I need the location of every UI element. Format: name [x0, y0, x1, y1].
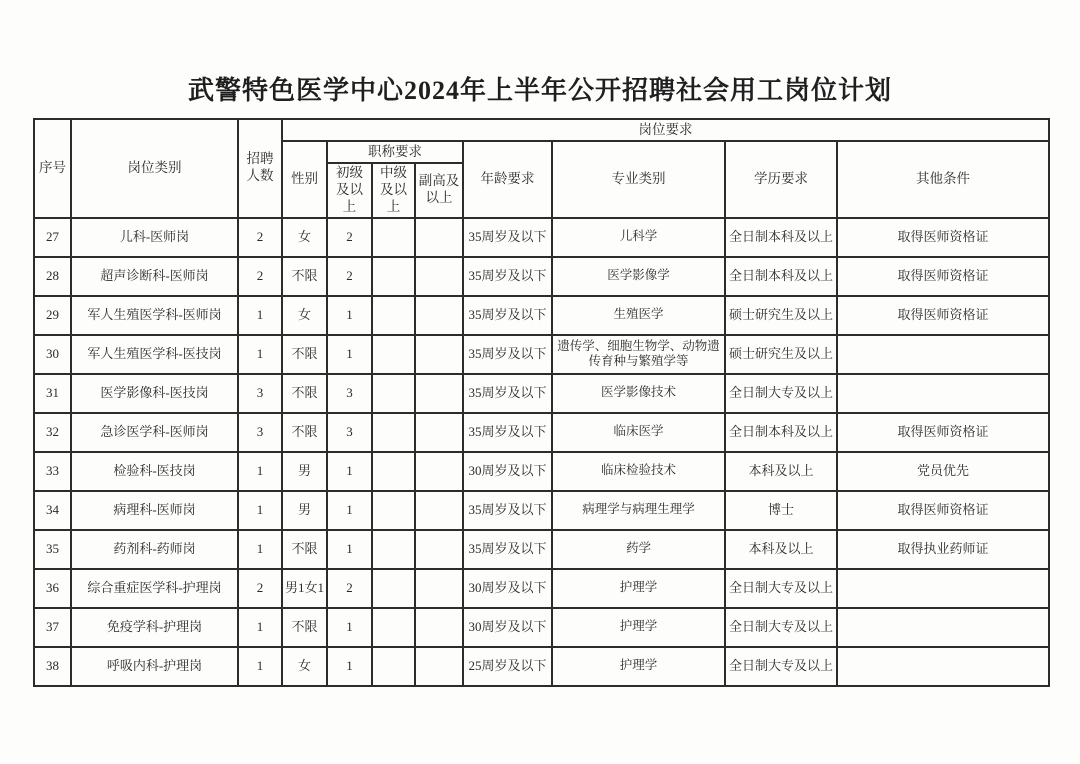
table-header [34, 119, 1049, 218]
col-header-seq: 序号 [34, 119, 71, 218]
cell-other [837, 335, 1049, 374]
cell-category: 病理科-医师岗 [71, 491, 238, 530]
col-header-major: 专业类别 [552, 141, 725, 218]
cell-mid-title [372, 491, 415, 530]
col-header-senior-title: 副高及以上 [415, 163, 463, 218]
cell-seq: 33 [34, 452, 71, 491]
col-header-junior-title: 初级及以上 [327, 163, 372, 218]
cell-gender: 男1女1 [282, 569, 327, 608]
table-row [34, 218, 1049, 257]
col-header-age: 年龄要求 [463, 141, 552, 218]
cell-count: 1 [238, 608, 282, 647]
cell-gender: 不限 [282, 374, 327, 413]
cell-other [837, 374, 1049, 413]
cell-mid-title [372, 413, 415, 452]
cell-mid-title [372, 296, 415, 335]
cell-age: 30周岁及以下 [463, 452, 552, 491]
cell-education: 全日制本科及以上 [725, 413, 837, 452]
col-header-other: 其他条件 [837, 141, 1049, 218]
cell-count: 1 [238, 491, 282, 530]
cell-other [837, 569, 1049, 608]
cell-count: 1 [238, 335, 282, 374]
cell-other [837, 647, 1049, 686]
cell-count: 2 [238, 569, 282, 608]
cell-count: 3 [238, 413, 282, 452]
cell-junior-title: 2 [327, 569, 372, 608]
cell-major: 护理学 [552, 608, 725, 647]
cell-junior-title: 1 [327, 491, 372, 530]
cell-age: 35周岁及以下 [463, 296, 552, 335]
cell-other: 取得执业药师证 [837, 530, 1049, 569]
cell-seq: 27 [34, 218, 71, 257]
cell-seq: 36 [34, 569, 71, 608]
cell-major: 临床医学 [552, 413, 725, 452]
cell-other: 取得医师资格证 [837, 218, 1049, 257]
cell-senior-title [415, 335, 463, 374]
cell-mid-title [372, 257, 415, 296]
cell-major: 遗传学、细胞生物学、动物遗传育种与繁殖学等 [552, 335, 725, 374]
cell-senior-title [415, 530, 463, 569]
cell-education: 全日制本科及以上 [725, 218, 837, 257]
cell-major: 病理学与病理生理学 [552, 491, 725, 530]
cell-education: 博士 [725, 491, 837, 530]
cell-junior-title: 1 [327, 335, 372, 374]
cell-age: 35周岁及以下 [463, 413, 552, 452]
cell-category: 儿科-医师岗 [71, 218, 238, 257]
cell-education: 全日制大专及以上 [725, 569, 837, 608]
cell-gender: 女 [282, 647, 327, 686]
cell-junior-title: 1 [327, 608, 372, 647]
cell-junior-title: 2 [327, 218, 372, 257]
cell-major: 儿科学 [552, 218, 725, 257]
cell-junior-title: 2 [327, 257, 372, 296]
cell-education: 本科及以上 [725, 530, 837, 569]
cell-other: 取得医师资格证 [837, 257, 1049, 296]
col-header-category: 岗位类别 [71, 119, 238, 218]
col-header-education: 学历要求 [725, 141, 837, 218]
cell-other: 取得医师资格证 [837, 296, 1049, 335]
cell-junior-title: 1 [327, 530, 372, 569]
col-header-count: 招聘人数 [238, 119, 282, 218]
cell-senior-title [415, 296, 463, 335]
cell-seq: 35 [34, 530, 71, 569]
cell-mid-title [372, 569, 415, 608]
cell-age: 30周岁及以下 [463, 569, 552, 608]
cell-other [837, 608, 1049, 647]
cell-age: 35周岁及以下 [463, 257, 552, 296]
cell-mid-title [372, 647, 415, 686]
cell-category: 呼吸内科-护理岗 [71, 647, 238, 686]
cell-major: 护理学 [552, 569, 725, 608]
cell-age: 35周岁及以下 [463, 491, 552, 530]
cell-senior-title [415, 374, 463, 413]
cell-category: 军人生殖医学科-医技岗 [71, 335, 238, 374]
table-row [34, 608, 1049, 647]
cell-mid-title [372, 452, 415, 491]
col-header-mid-title: 中级及以上 [372, 163, 415, 218]
cell-mid-title [372, 374, 415, 413]
cell-mid-title [372, 218, 415, 257]
cell-seq: 31 [34, 374, 71, 413]
cell-gender: 不限 [282, 335, 327, 374]
table-row [34, 491, 1049, 530]
cell-junior-title: 1 [327, 647, 372, 686]
cell-education: 本科及以上 [725, 452, 837, 491]
cell-count: 2 [238, 257, 282, 296]
col-header-gender: 性别 [282, 141, 327, 218]
cell-senior-title [415, 413, 463, 452]
cell-gender: 女 [282, 218, 327, 257]
cell-count: 3 [238, 374, 282, 413]
table-row [34, 257, 1049, 296]
cell-category: 综合重症医学科-护理岗 [71, 569, 238, 608]
cell-education: 硕士研究生及以上 [725, 296, 837, 335]
cell-gender: 不限 [282, 530, 327, 569]
cell-age: 30周岁及以下 [463, 608, 552, 647]
cell-category: 医学影像科-医技岗 [71, 374, 238, 413]
cell-count: 1 [238, 296, 282, 335]
header-row-top [34, 119, 1049, 141]
cell-seq: 30 [34, 335, 71, 374]
cell-education: 全日制大专及以上 [725, 374, 837, 413]
cell-junior-title: 1 [327, 296, 372, 335]
cell-gender: 不限 [282, 608, 327, 647]
cell-gender: 男 [282, 491, 327, 530]
table-row [34, 335, 1049, 374]
cell-count: 2 [238, 218, 282, 257]
cell-seq: 29 [34, 296, 71, 335]
cell-mid-title [372, 530, 415, 569]
cell-junior-title: 3 [327, 374, 372, 413]
cell-seq: 34 [34, 491, 71, 530]
cell-mid-title [372, 608, 415, 647]
table-row [34, 374, 1049, 413]
table-row [34, 569, 1049, 608]
cell-seq: 28 [34, 257, 71, 296]
cell-gender: 不限 [282, 413, 327, 452]
cell-senior-title [415, 647, 463, 686]
cell-education: 全日制本科及以上 [725, 257, 837, 296]
cell-major: 医学影像技术 [552, 374, 725, 413]
cell-seq: 38 [34, 647, 71, 686]
cell-count: 1 [238, 452, 282, 491]
cell-age: 35周岁及以下 [463, 218, 552, 257]
cell-senior-title [415, 218, 463, 257]
cell-junior-title: 3 [327, 413, 372, 452]
cell-mid-title [372, 335, 415, 374]
cell-senior-title [415, 608, 463, 647]
col-header-requirements-group: 岗位要求 [282, 119, 1049, 141]
cell-education: 全日制大专及以上 [725, 647, 837, 686]
cell-gender: 男 [282, 452, 327, 491]
recruitment-table [33, 118, 1050, 687]
page-title: 武警特色医学中心2024年上半年公开招聘社会用工岗位计划 [187, 76, 892, 105]
cell-other: 党员优先 [837, 452, 1049, 491]
cell-age: 35周岁及以下 [463, 335, 552, 374]
cell-age: 35周岁及以下 [463, 374, 552, 413]
cell-age: 25周岁及以下 [463, 647, 552, 686]
cell-other: 取得医师资格证 [837, 491, 1049, 530]
cell-junior-title: 1 [327, 452, 372, 491]
cell-other: 取得医师资格证 [837, 413, 1049, 452]
cell-major: 护理学 [552, 647, 725, 686]
cell-gender: 不限 [282, 257, 327, 296]
cell-senior-title [415, 452, 463, 491]
cell-education: 硕士研究生及以上 [725, 335, 837, 374]
table-row [34, 530, 1049, 569]
cell-category: 超声诊断科-医师岗 [71, 257, 238, 296]
cell-major: 医学影像学 [552, 257, 725, 296]
cell-education: 全日制大专及以上 [725, 608, 837, 647]
cell-seq: 37 [34, 608, 71, 647]
cell-category: 药剂科-药师岗 [71, 530, 238, 569]
cell-category: 军人生殖医学科-医师岗 [71, 296, 238, 335]
table-row [34, 647, 1049, 686]
cell-major: 生殖医学 [552, 296, 725, 335]
cell-count: 1 [238, 530, 282, 569]
col-header-title-group: 职称要求 [327, 141, 463, 163]
cell-seq: 32 [34, 413, 71, 452]
cell-age: 35周岁及以下 [463, 530, 552, 569]
cell-count: 1 [238, 647, 282, 686]
cell-category: 急诊医学科-医师岗 [71, 413, 238, 452]
table-row [34, 413, 1049, 452]
cell-major: 药学 [552, 530, 725, 569]
table-row [34, 296, 1049, 335]
cell-category: 检验科-医技岗 [71, 452, 238, 491]
table-body [34, 218, 1049, 686]
cell-senior-title [415, 491, 463, 530]
cell-category: 免疫学科-护理岗 [71, 608, 238, 647]
table-row [34, 452, 1049, 491]
cell-senior-title [415, 569, 463, 608]
cell-gender: 女 [282, 296, 327, 335]
cell-major: 临床检验技术 [552, 452, 725, 491]
cell-senior-title [415, 257, 463, 296]
